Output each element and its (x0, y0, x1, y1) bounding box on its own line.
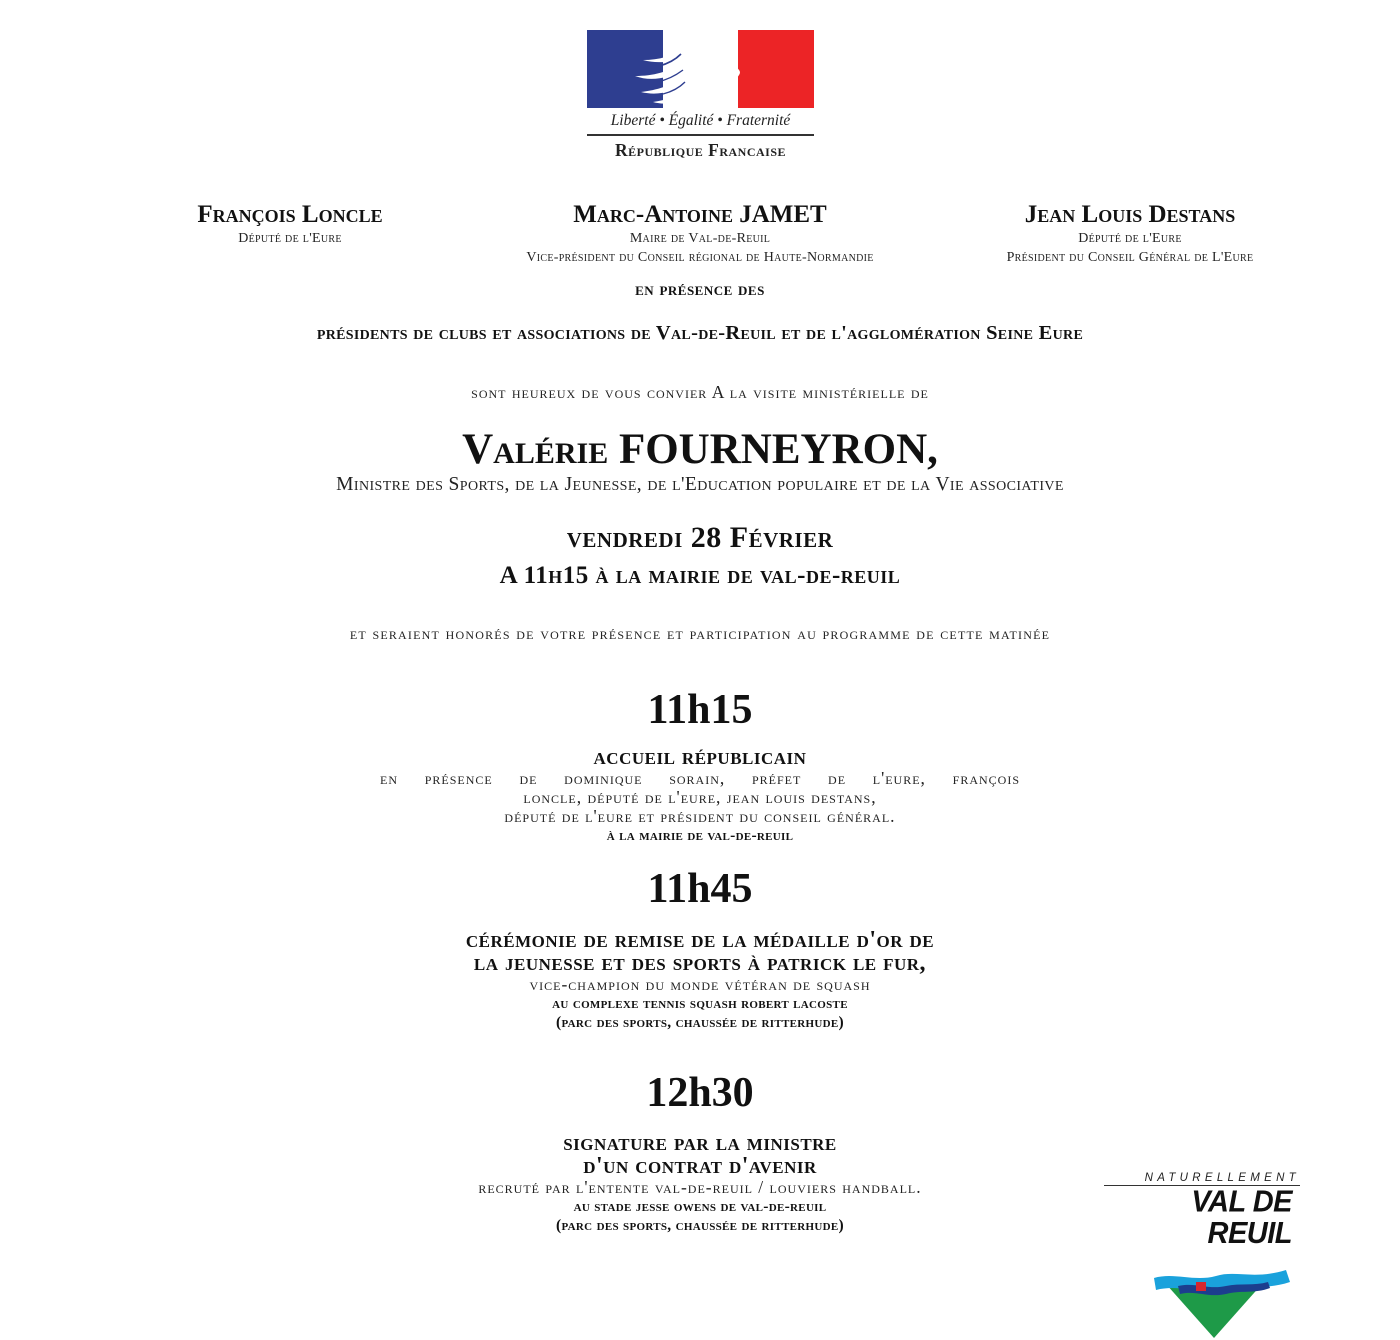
program-place: (parc des sports, chaussée de ritterhude) (556, 1014, 844, 1031)
program-title: la jeunesse et des sports à patrick le fur, (473, 950, 927, 976)
host-role: Président du Conseil Général de L'Eure (1006, 250, 1254, 265)
program-place: (parc des sports, chaussée de ritterhude) (556, 1217, 844, 1234)
program-place: au stade jesse owens de val-de-reuil (573, 1198, 827, 1215)
program-time: 11h45 (647, 866, 753, 912)
honored-line: et seraient honorés de votre présence et participation au programme de cette matinée (349, 623, 1051, 643)
republic-motto: Liberté • Égalité • Fraternité (610, 112, 791, 129)
program-detail: loncle, député de l'eure, jean louis destans, (523, 787, 877, 807)
invite-line: sont heureux de vous convier A la visite ministérielle de (471, 382, 929, 402)
host-loncle (150, 201, 430, 248)
logo-name: VAL DE REUIL (1191, 1185, 1292, 1251)
program-time: 11h15 (647, 687, 753, 733)
program-time: 12h30 (646, 1070, 754, 1116)
minister-name: Valérie FOURNEYRON, (462, 426, 938, 473)
program-item-ceremonie (350, 929, 1050, 1032)
host-role: Vice-président du Conseil régional de Haute-Normandie (526, 250, 874, 265)
logo-tagline: NATURELLEMENT (1144, 1172, 1300, 1184)
event-time-place: A 11h15 à la mairie de val-de-reuil (499, 562, 901, 589)
host-destans (960, 201, 1300, 267)
minister-title: Ministre des Sports, de la Jeunesse, de l'Education populaire et de la Vie associative (336, 474, 1064, 495)
val-de-reuil-logo (1100, 1172, 1300, 1340)
host-role: Maire de Val-de-Reuil (629, 231, 771, 246)
host-role: Député de l'Eure (238, 231, 342, 246)
logo-divider (587, 134, 814, 136)
program-title: d'un contrat d'avenir (583, 1153, 817, 1179)
program-item-signature (380, 1132, 1020, 1235)
republique-francaise-label: République Francaise (614, 139, 787, 160)
host-name: Jean Louis Destans (1024, 201, 1236, 228)
triangle-emblem-icon (1144, 1250, 1294, 1340)
program-detail: en présence de dominique sorain, préfet de l'eure, françois (380, 768, 1020, 788)
host-jamet (440, 201, 960, 267)
program-item-accueil (380, 746, 1020, 845)
program-title: cérémonie de remise de la médaille d'or de (465, 927, 935, 953)
republique-francaise-logo (587, 30, 814, 161)
program-detail: recruté par l'entente val-de-reuil / louviers handball. (478, 1177, 922, 1197)
presence-line: en présence des (635, 279, 765, 300)
program-place: à la mairie de val-de-reuil (606, 827, 794, 844)
program-title: signature par la ministre (563, 1130, 837, 1156)
event-date: vendredi 28 Février (566, 521, 834, 554)
marianne-icon (587, 30, 814, 108)
presidents-line: présidents de clubs et associations de Val-de-Reuil et de l'agglomération Seine Eure (316, 322, 1084, 344)
program-title: accueil républicain (593, 744, 807, 770)
program-place: au complexe tennis squash robert lacoste (552, 995, 848, 1012)
host-name: Marc-Antoine JAMET (573, 201, 827, 228)
host-role: Député de l'Eure (1078, 231, 1182, 246)
program-detail: député de l'eure et président du conseil général. (504, 806, 896, 826)
program-detail: vice-champion du monde vétéran de squash (529, 974, 871, 994)
host-name: François Loncle (197, 201, 383, 228)
